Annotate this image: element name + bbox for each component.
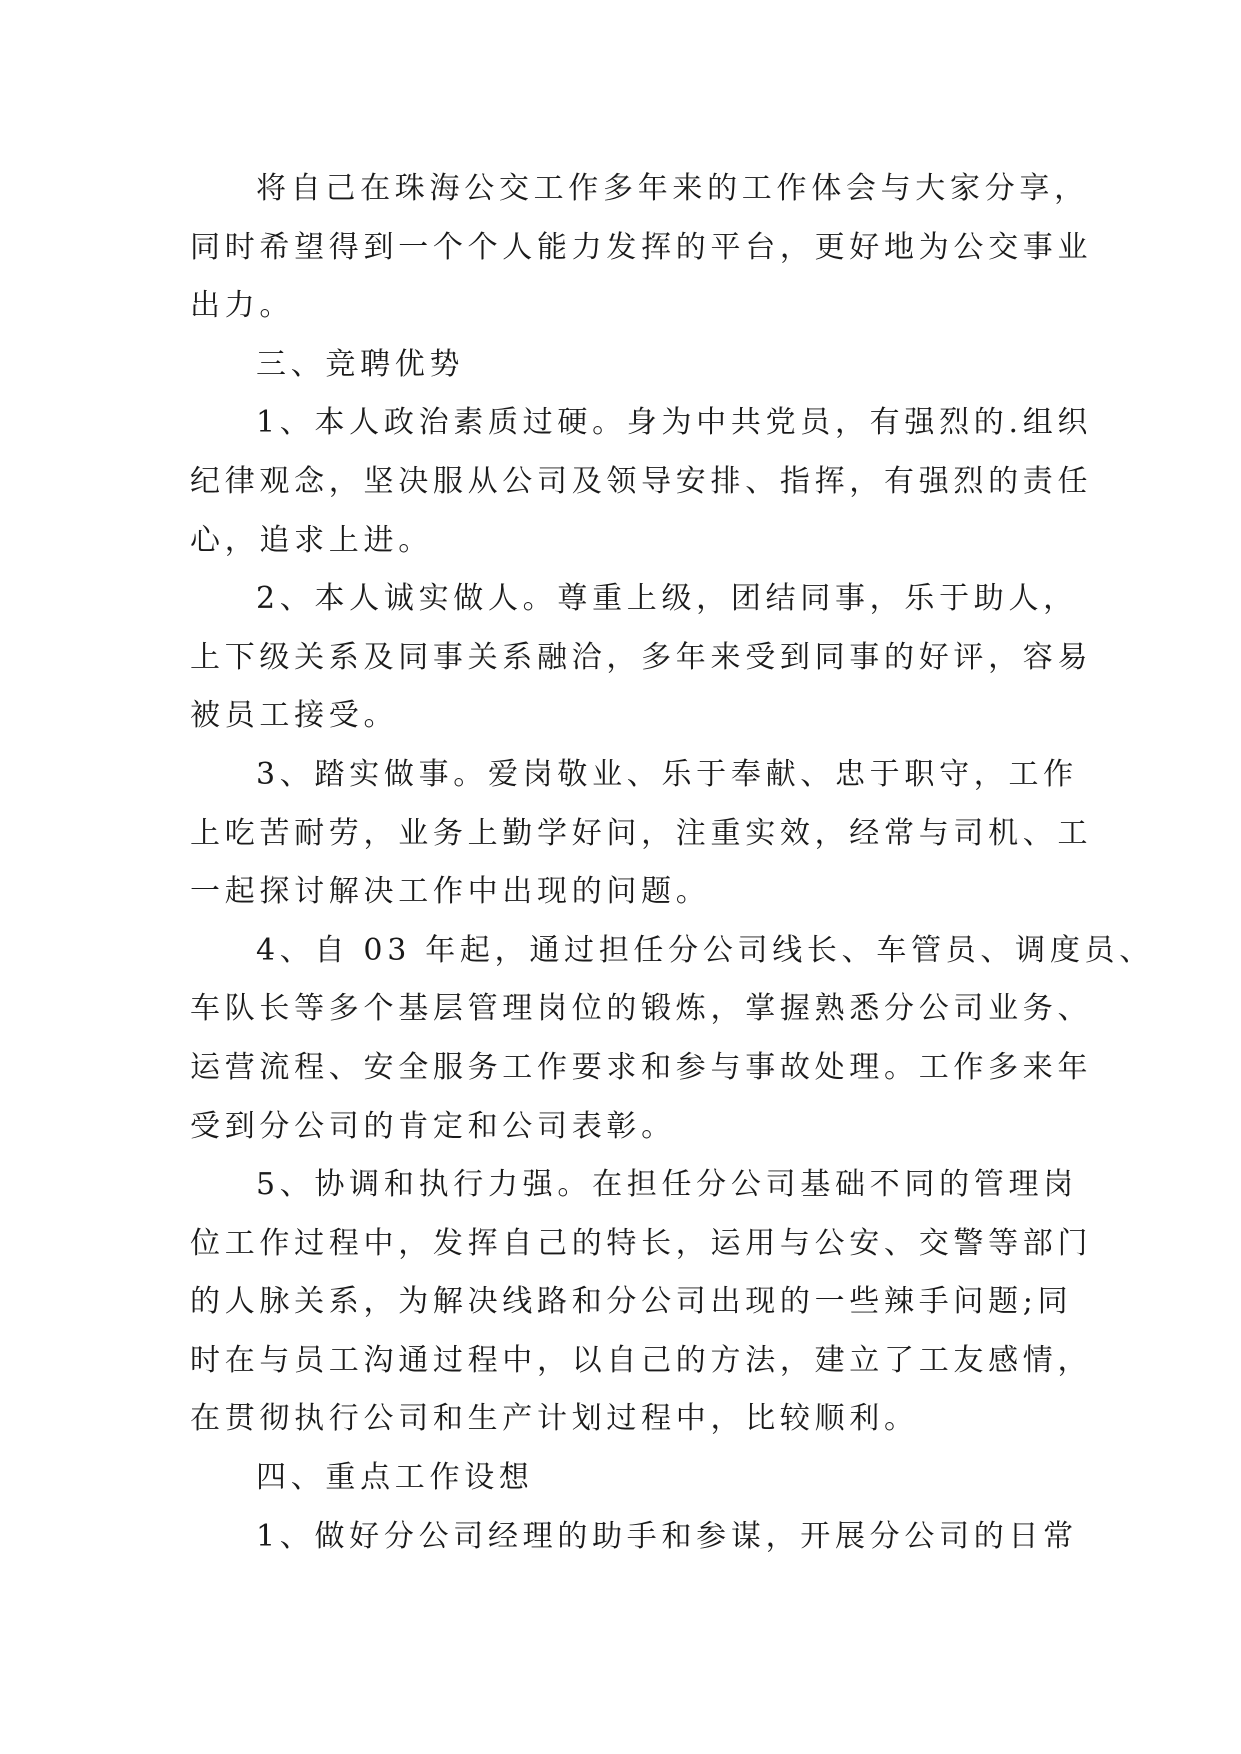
text-line-11: 3、踏实做事。爱岗敬业、乐于奉献、忠于职守，工作 <box>256 756 1078 792</box>
text-line-8: 2、本人诚实做人。尊重上级，团结同事，乐于助人， <box>256 581 1078 617</box>
text-line-10: 被员工接受。 <box>190 698 399 734</box>
text-line-14: 4、自 03 年起，通过担任分公司线长、车管员、调度员、 <box>256 932 1154 968</box>
text-line-24: 1、做好分公司经理的助手和参谋，开展分公司的日常 <box>256 1518 1078 1554</box>
text-line-13: 一起探讨解决工作中出现的问题。 <box>190 874 711 910</box>
text-line-1: 将自己在珠海公交工作多年来的工作体会与大家分享， <box>256 171 1089 206</box>
document-body <box>190 160 1154 1566</box>
text-line-3: 出力。 <box>190 288 295 324</box>
text-line-18: 5、协调和执行力强。在担任分公司基础不同的管理岗 <box>256 1167 1078 1203</box>
text-line-15: 车队长等多个基层管理岗位的锻炼，掌握熟悉分公司业务、 <box>190 991 1093 1027</box>
text-line-16: 运营流程、安全服务工作要求和参与事故处理。工作多来年 <box>190 1049 1093 1085</box>
text-line-19: 位工作过程中，发挥自己的特长，运用与公安、交警等部门 <box>190 1225 1093 1261</box>
text-line-7: 心，追求上进。 <box>190 522 433 558</box>
text-line-20: 的人脉关系，为解决线路和分公司出现的一些辣手问题;同 <box>190 1284 1073 1320</box>
text-line-5: 1、本人政治素质过硬。身为中共党员，有强烈的.组织 <box>256 405 1093 441</box>
text-line-6: 纪律观念，坚决服从公司及领导安排、指挥，有强烈的责任 <box>190 463 1093 499</box>
text-line-21: 时在与员工沟通过程中，以自己的方法，建立了工友感情， <box>190 1342 1093 1378</box>
section-heading-competitive-advantages: 三、竞聘优势 <box>256 346 465 382</box>
text-line-12: 上吃苦耐劳，业务上勤学好问，注重实效，经常与司机、工 <box>190 815 1093 851</box>
text-line-2: 同时希望得到一个个人能力发挥的平台，更好地为公交事业 <box>190 229 1093 265</box>
text-line-9: 上下级关系及同事关系融洽，多年来受到同事的好评，容易 <box>190 639 1093 675</box>
text-line-17: 受到分公司的肯定和公司表彰。 <box>190 1108 676 1144</box>
section-heading-key-work-plans: 四、重点工作设想 <box>256 1460 534 1496</box>
text-line-22: 在贯彻执行公司和生产计划过程中，比较顺利。 <box>190 1401 919 1437</box>
